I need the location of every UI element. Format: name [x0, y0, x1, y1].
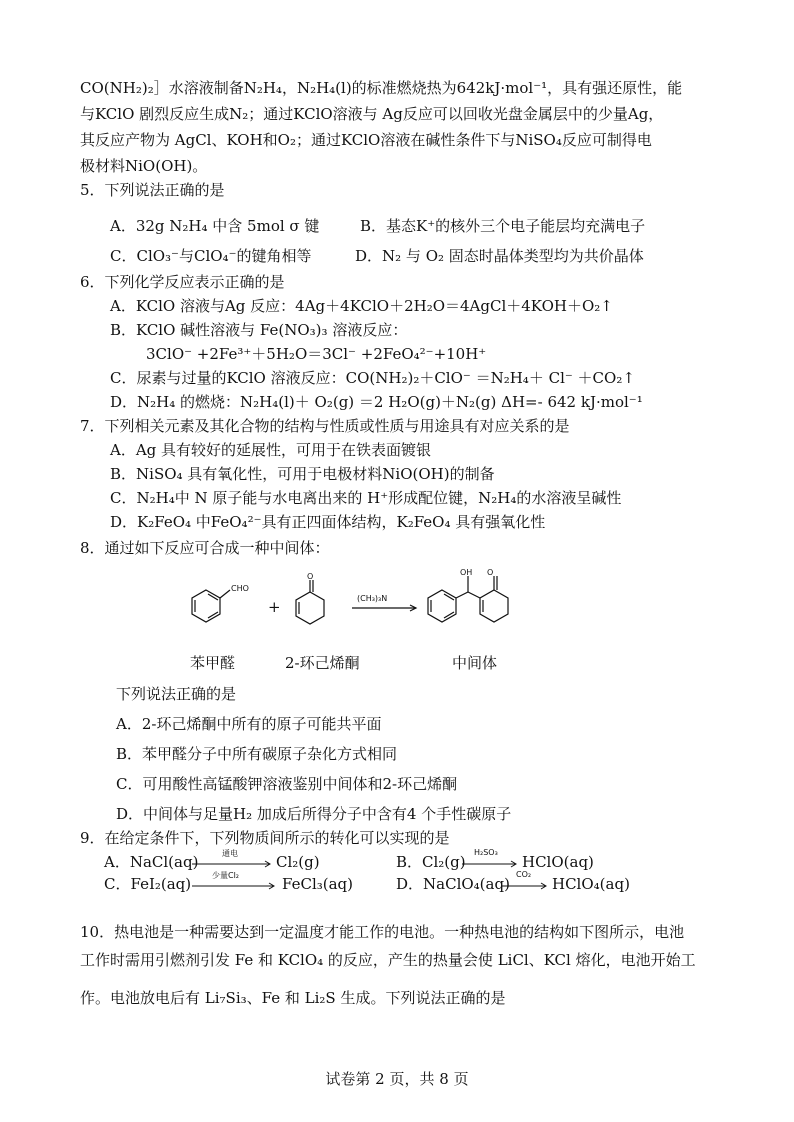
q7-option-a: A．Ag 具有较好的延展性，可用于在铁表面镀银 — [110, 441, 432, 459]
q10-line-3: 作。电池放电后有 Li₇Si₃、Fe 和 Li₂S 生成。下列说法正确的是 — [80, 989, 506, 1007]
q9-option-a-right: Cl₂(g) — [276, 853, 320, 871]
q9-option-d-left: D．NaClO₄(aq) — [396, 875, 510, 893]
q9-option-a-arrow — [192, 860, 274, 868]
reagent-label: (CH₃)₃N — [357, 594, 388, 603]
plus-sign: + — [268, 598, 281, 616]
q7-option-c: C．N₂H₄中 N 原子能与水电离出来的 H⁺形成配位键，N₂H₄的水溶液呈碱性 — [110, 489, 622, 507]
q6-stem: 6．下列化学反应表示正确的是 — [80, 273, 285, 291]
q9-option-b-right: HClO(aq) — [522, 853, 594, 871]
q9-option-b-condition: H₂SO₃ — [474, 848, 498, 857]
q9-option-d-right: HClO₄(aq) — [552, 875, 630, 893]
intermediate-oh-label: OH — [460, 568, 473, 577]
intermediate-structure — [428, 576, 508, 622]
q9-option-d-arrow — [502, 882, 550, 890]
cyclohexenone-o-label: O — [307, 572, 314, 581]
intro-line-2: 与KClO 剧烈反应生成N₂；通过KClO溶液与 Ag反应可以回收光盘金属层中的少量Ag， — [80, 105, 664, 123]
q5-option-a: A．32g N₂H₄ 中含 5mol σ 键 — [110, 217, 320, 235]
benzaldehyde-cho-label: CHO — [231, 584, 249, 593]
q9-option-a-condition: 通电 — [222, 849, 238, 858]
q7-stem: 7．下列相关元素及其化合物的结构与性质或性质与用途具有对应关系的是 — [80, 417, 570, 435]
q5-option-b: B．基态K⁺的核外三个电子能层均充满电子 — [360, 217, 646, 235]
intro-line-4: 极材料NiO(OH)。 — [80, 157, 208, 175]
cyclohexenone-structure — [296, 580, 324, 624]
q9-option-a-left: A．NaCl(aq) — [104, 853, 199, 871]
q8-option-b: B．苯甲醛分子中所有碳原子杂化方式相同 — [116, 745, 398, 763]
name-benzaldehyde: 苯甲醛 — [190, 654, 236, 672]
name-cyclohexenone: 2-环己烯酮 — [285, 654, 360, 672]
q5-option-c: C．ClO₃⁻与ClO₄⁻的键角相等 — [110, 247, 312, 265]
q9-option-c-left: C．FeI₂(aq) — [104, 875, 192, 893]
q8-option-c: C．可用酸性高锰酸钾溶液鉴别中间体和2-环己烯酮 — [116, 775, 458, 793]
q9-option-c-right: FeCl₃(aq) — [282, 875, 354, 893]
q6-option-a: A．KClO 溶液与Ag 反应：4Ag＋4KClO＋2H₂O＝4AgCl＋4KOH＋O₂↑ — [110, 297, 613, 315]
q7-option-b: B．NiSO₄ 具有氧化性，可用于电极材料NiO(OH)的制备 — [110, 465, 495, 483]
q9-stem: 9．在给定条件下，下列物质间所示的转化可以实现的是 — [80, 829, 450, 847]
q6-option-b-equation: 3ClO⁻ +2Fe³⁺＋5H₂O＝3Cl⁻ +2FeO₄²⁻+10H⁺ — [146, 345, 487, 363]
q9-option-d-condition: CO₂ — [516, 870, 532, 879]
q5-stem: 5．下列说法正确的是 — [80, 181, 225, 199]
q8-stem: 8．通过如下反应可合成一种中间体： — [80, 539, 330, 557]
q8-option-a: A．2-环己烯酮中所有的原子可能共平面 — [116, 715, 382, 733]
name-intermediate: 中间体 — [452, 654, 498, 672]
q6-option-b: B．KClO 碱性溶液与 Fe(NO₃)₃ 溶液反应： — [110, 321, 408, 339]
intro-line-1: CO(NH₂)₂］水溶液制备N₂H₄，N₂H₄(l)的标准燃烧热为642kJ·mol⁻¹，具有强还原性，能 — [80, 79, 683, 97]
q9-option-b-left: B．Cl₂(g) — [396, 853, 466, 871]
q7-option-d: D．K₂FeO₄ 中FeO₄²⁻具有正四面体结构，K₂FeO₄ 具有强氧化性 — [110, 513, 546, 531]
q6-option-d: D．N₂H₄ 的燃烧：N₂H₄(l)＋ O₂(g) ＝2 H₂O(g)＋N₂(g) ΔH=- 642 kJ·mol⁻¹ — [110, 393, 643, 411]
q9-option-b-arrow — [462, 860, 520, 868]
intermediate-o-label: O — [487, 568, 494, 577]
q6-option-c: C．尿素与过量的KClO 溶液反应：CO(NH₂)₂＋ClO⁻ ＝N₂H₄＋ Cl⁻ ＋CO₂↑ — [110, 369, 635, 387]
q8-substem: 下列说法正确的是 — [116, 685, 237, 703]
intro-line-3: 其反应产物为 AgCl、KOH和O₂；通过KClO溶液在碱性条件下与NiSO₄反应可制得电 — [80, 131, 652, 149]
q5-option-d: D．N₂ 与 O₂ 固态时晶体类型均为共价晶体 — [355, 247, 644, 265]
q9-option-c-condition: 少量Cl₂ — [212, 871, 240, 880]
page-footer: 试卷第 2 页，共 8 页 — [325, 1070, 469, 1088]
q10-line-2: 工作时需用引燃剂引发 Fe 和 KClO₄ 的反应，产生的热量会使 LiCl、KCl 熔化，电池开始工 — [80, 951, 696, 969]
q8-option-d: D．中间体与足量H₂ 加成后所得分子中含有4 个手性碳原子 — [116, 805, 512, 823]
q10-line-1: 10．热电池是一种需要达到一定温度才能工作的电池。一种热电池的结构如下图所示，电池 — [80, 923, 685, 941]
q9-option-c-arrow — [192, 882, 278, 890]
benzaldehyde-structure — [192, 590, 230, 622]
reaction-arrow — [352, 605, 416, 611]
